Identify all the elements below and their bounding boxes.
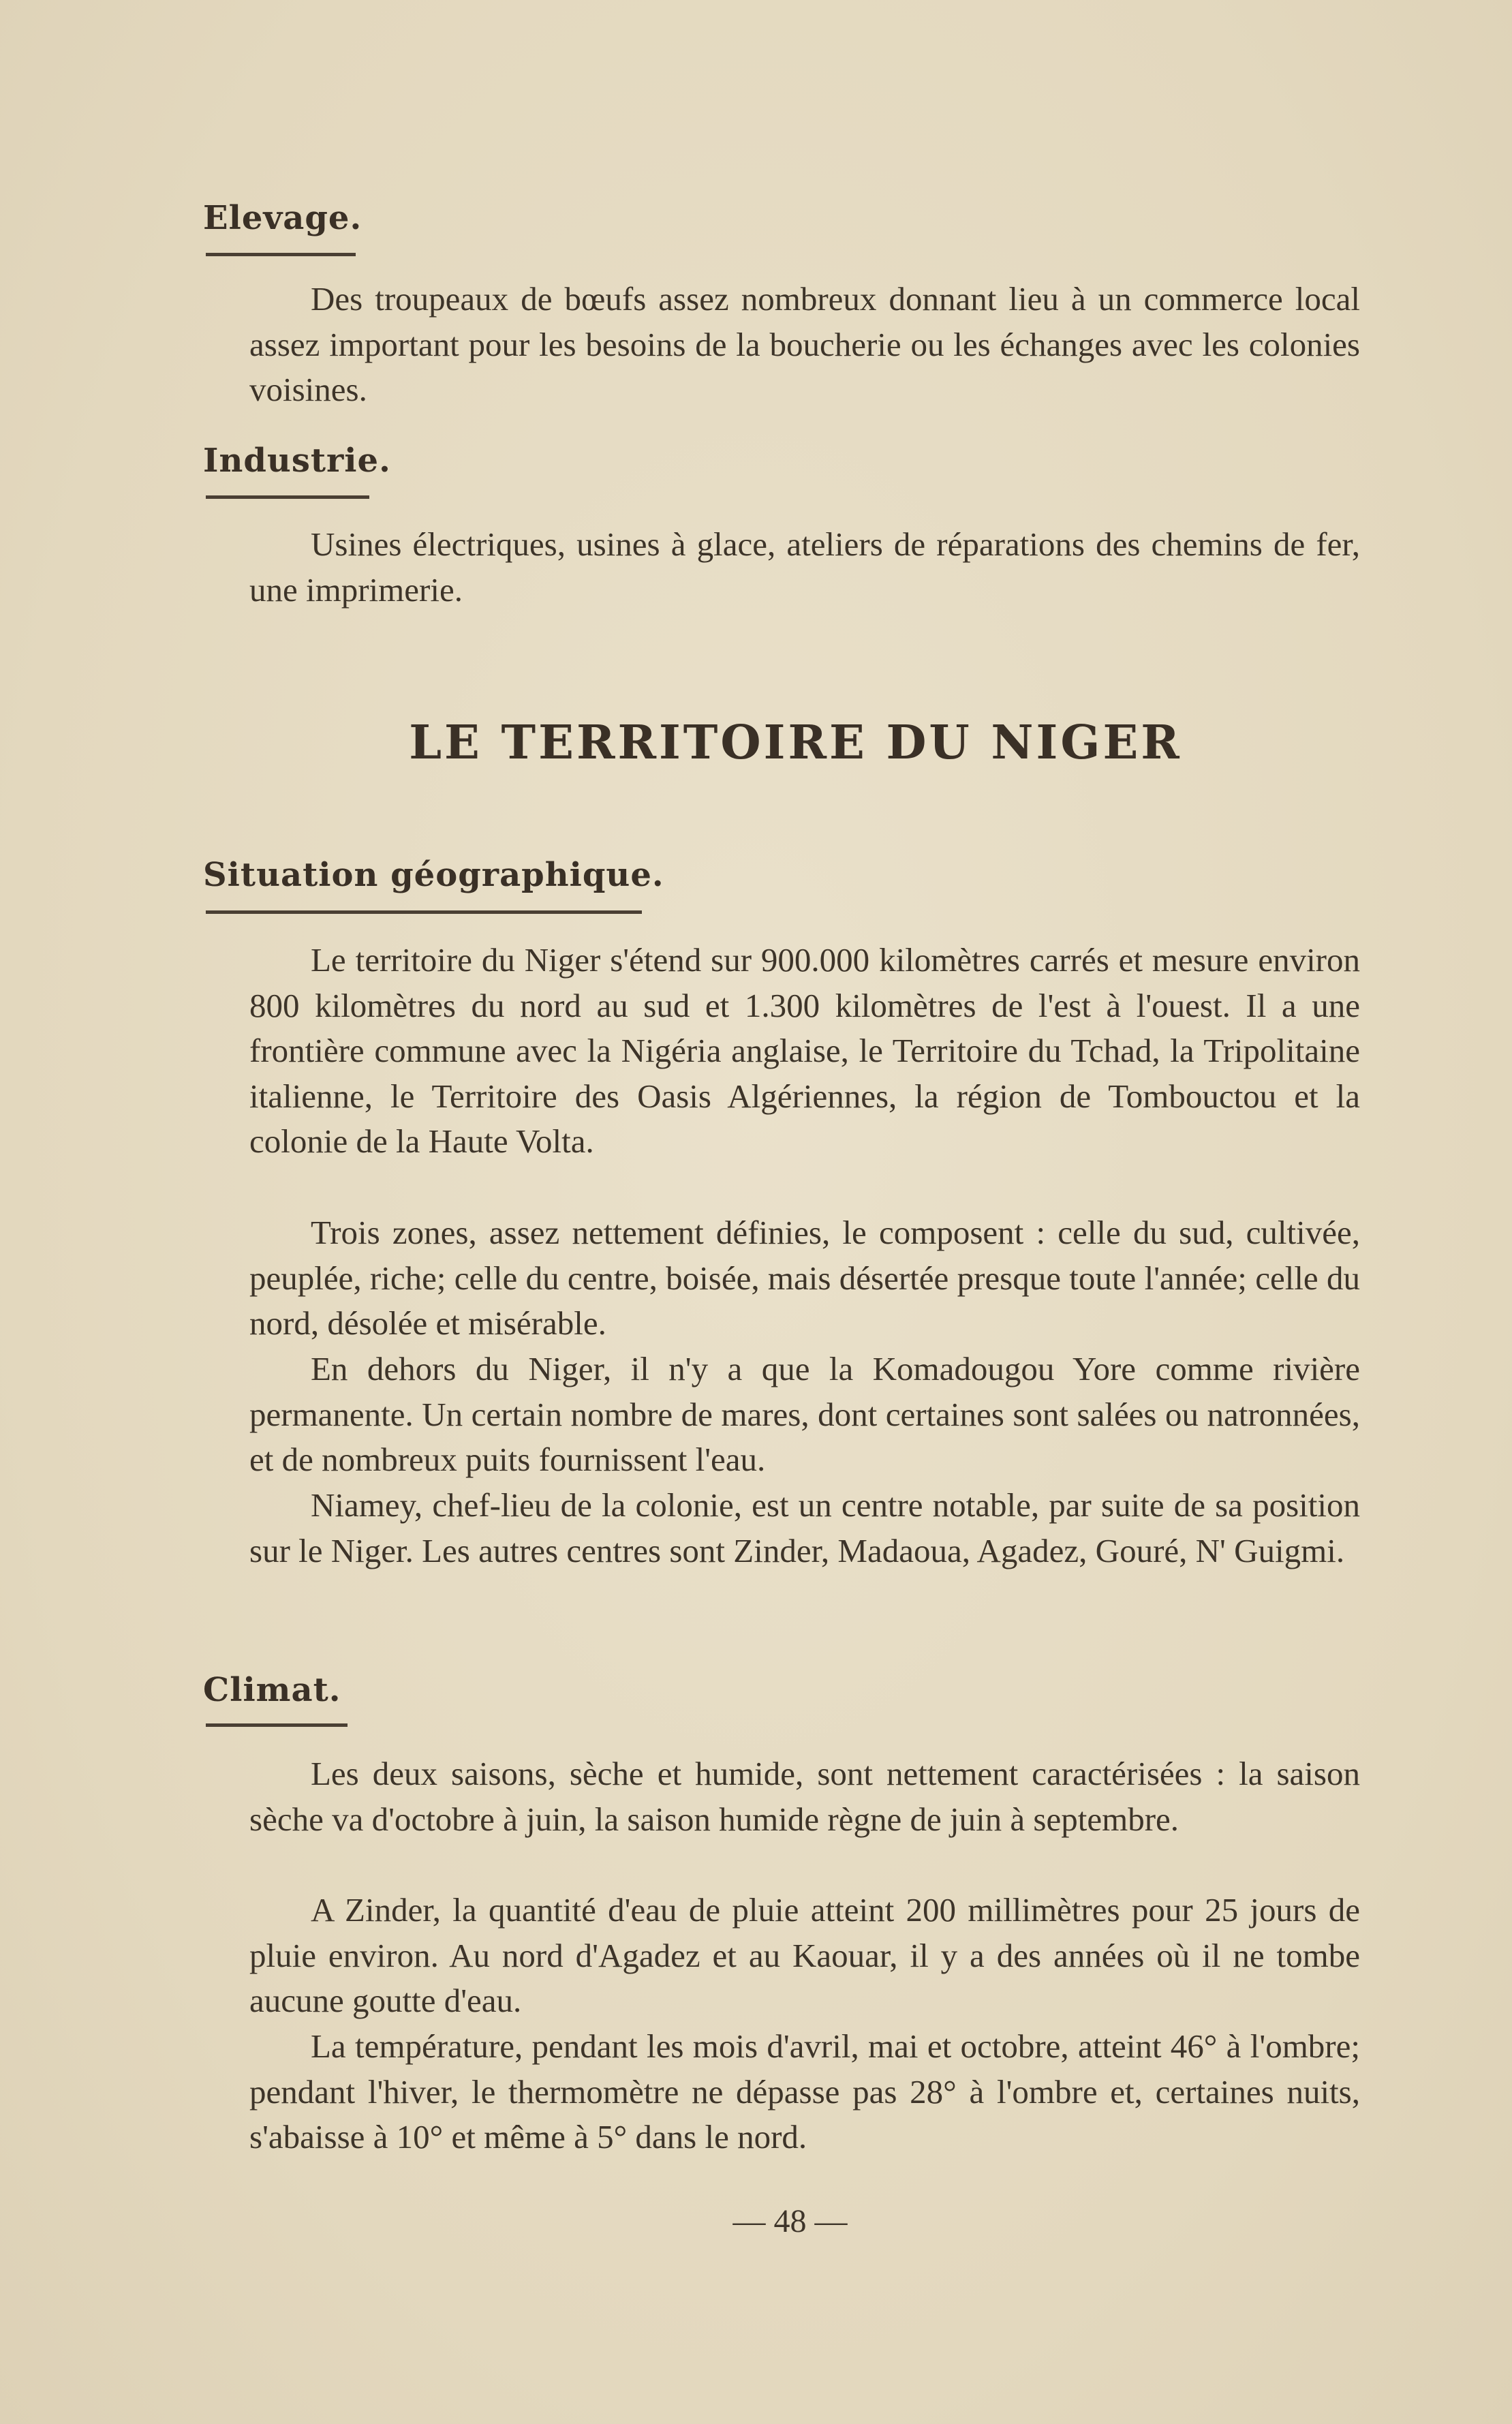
paragraph-situation-4: Niamey, chef-lieu de la colonie, est un centre notable, par suite de sa position sur le Niger. Les autres centres sont Zinder, Madaoua, Agadez, Gouré, N' Guigmi.	[249, 1486, 1360, 1569]
page-number: — 48 —	[732, 2203, 848, 2239]
section-heading-elevage: Elevage.	[203, 199, 362, 237]
heading-underline	[206, 910, 642, 914]
paragraph-elevage: Des troupeaux de bœufs assez nombreux donnant lieu à un commerce local assez important pour les besoins de la boucherie ou les échanges avec les colonies voisines.	[249, 280, 1360, 408]
section-heading-climat: Climat.	[203, 1671, 341, 1709]
paragraph-situation-1: Le territoire du Niger s'étend sur 900.000 kilomètres carrés et mesure environ 800 kilomètres du nord au sud et 1.300 kilomètres de l'est à l'ouest. Il a une frontière commune avec la Nigéria anglaise, le Territoire du Tchad, la Tripolitaine italienne, le Territoire des Oasis Algériennes, la région de Tombouctou et la colonie de la Haute Volta.	[249, 941, 1360, 1160]
paragraph-climat-2: A Zinder, la quantité d'eau de pluie atteint 200 millimètres pour 25 jours de pluie environ. Au nord d'Agadez et au Kaouar, il y a des années où il ne tombe aucune goutte d'eau.	[249, 1891, 1360, 2019]
heading-underline	[206, 495, 369, 499]
chapter-title: LE TERRITOIRE DU NIGER	[409, 716, 1182, 770]
paragraph-climat-3: La température, pendant les mois d'avril, mai et octobre, atteint 46° à l'ombre; pendant l'hiver, le thermomètre ne dépasse pas 28° à l'ombre et, certaines nuits, s'abaisse à 10° et même à 5° dans le nord.	[249, 2027, 1360, 2155]
section-heading-industrie: Industrie.	[203, 442, 391, 480]
paragraph-situation-2: Trois zones, assez nettement définies, le composent : celle du sud, cultivée, peuplée, riche; celle du centre, boisée, mais désertée presque toute l'année; celle du nord, désolée et misérable.	[249, 1214, 1360, 1342]
section-heading-situation: Situation géographique.	[203, 856, 664, 894]
heading-underline	[206, 1723, 348, 1727]
paragraph-climat-1: Les deux saisons, sèche et humide, sont nettement caractérisées : la saison sèche va d'octobre à juin, la saison humide règne de juin à septembre.	[249, 1755, 1360, 1838]
paragraph-situation-3: En dehors du Niger, il n'y a que la Komadougou Yore comme rivière permanente. Un certain nombre de mares, dont certaines sont salées ou natronnées, et de nombreux puits fournissent l'eau.	[249, 1350, 1360, 1478]
heading-underline	[206, 253, 356, 256]
paragraph-industrie: Usines électriques, usines à glace, ateliers de réparations des chemins de fer, une imprimerie.	[249, 525, 1360, 609]
